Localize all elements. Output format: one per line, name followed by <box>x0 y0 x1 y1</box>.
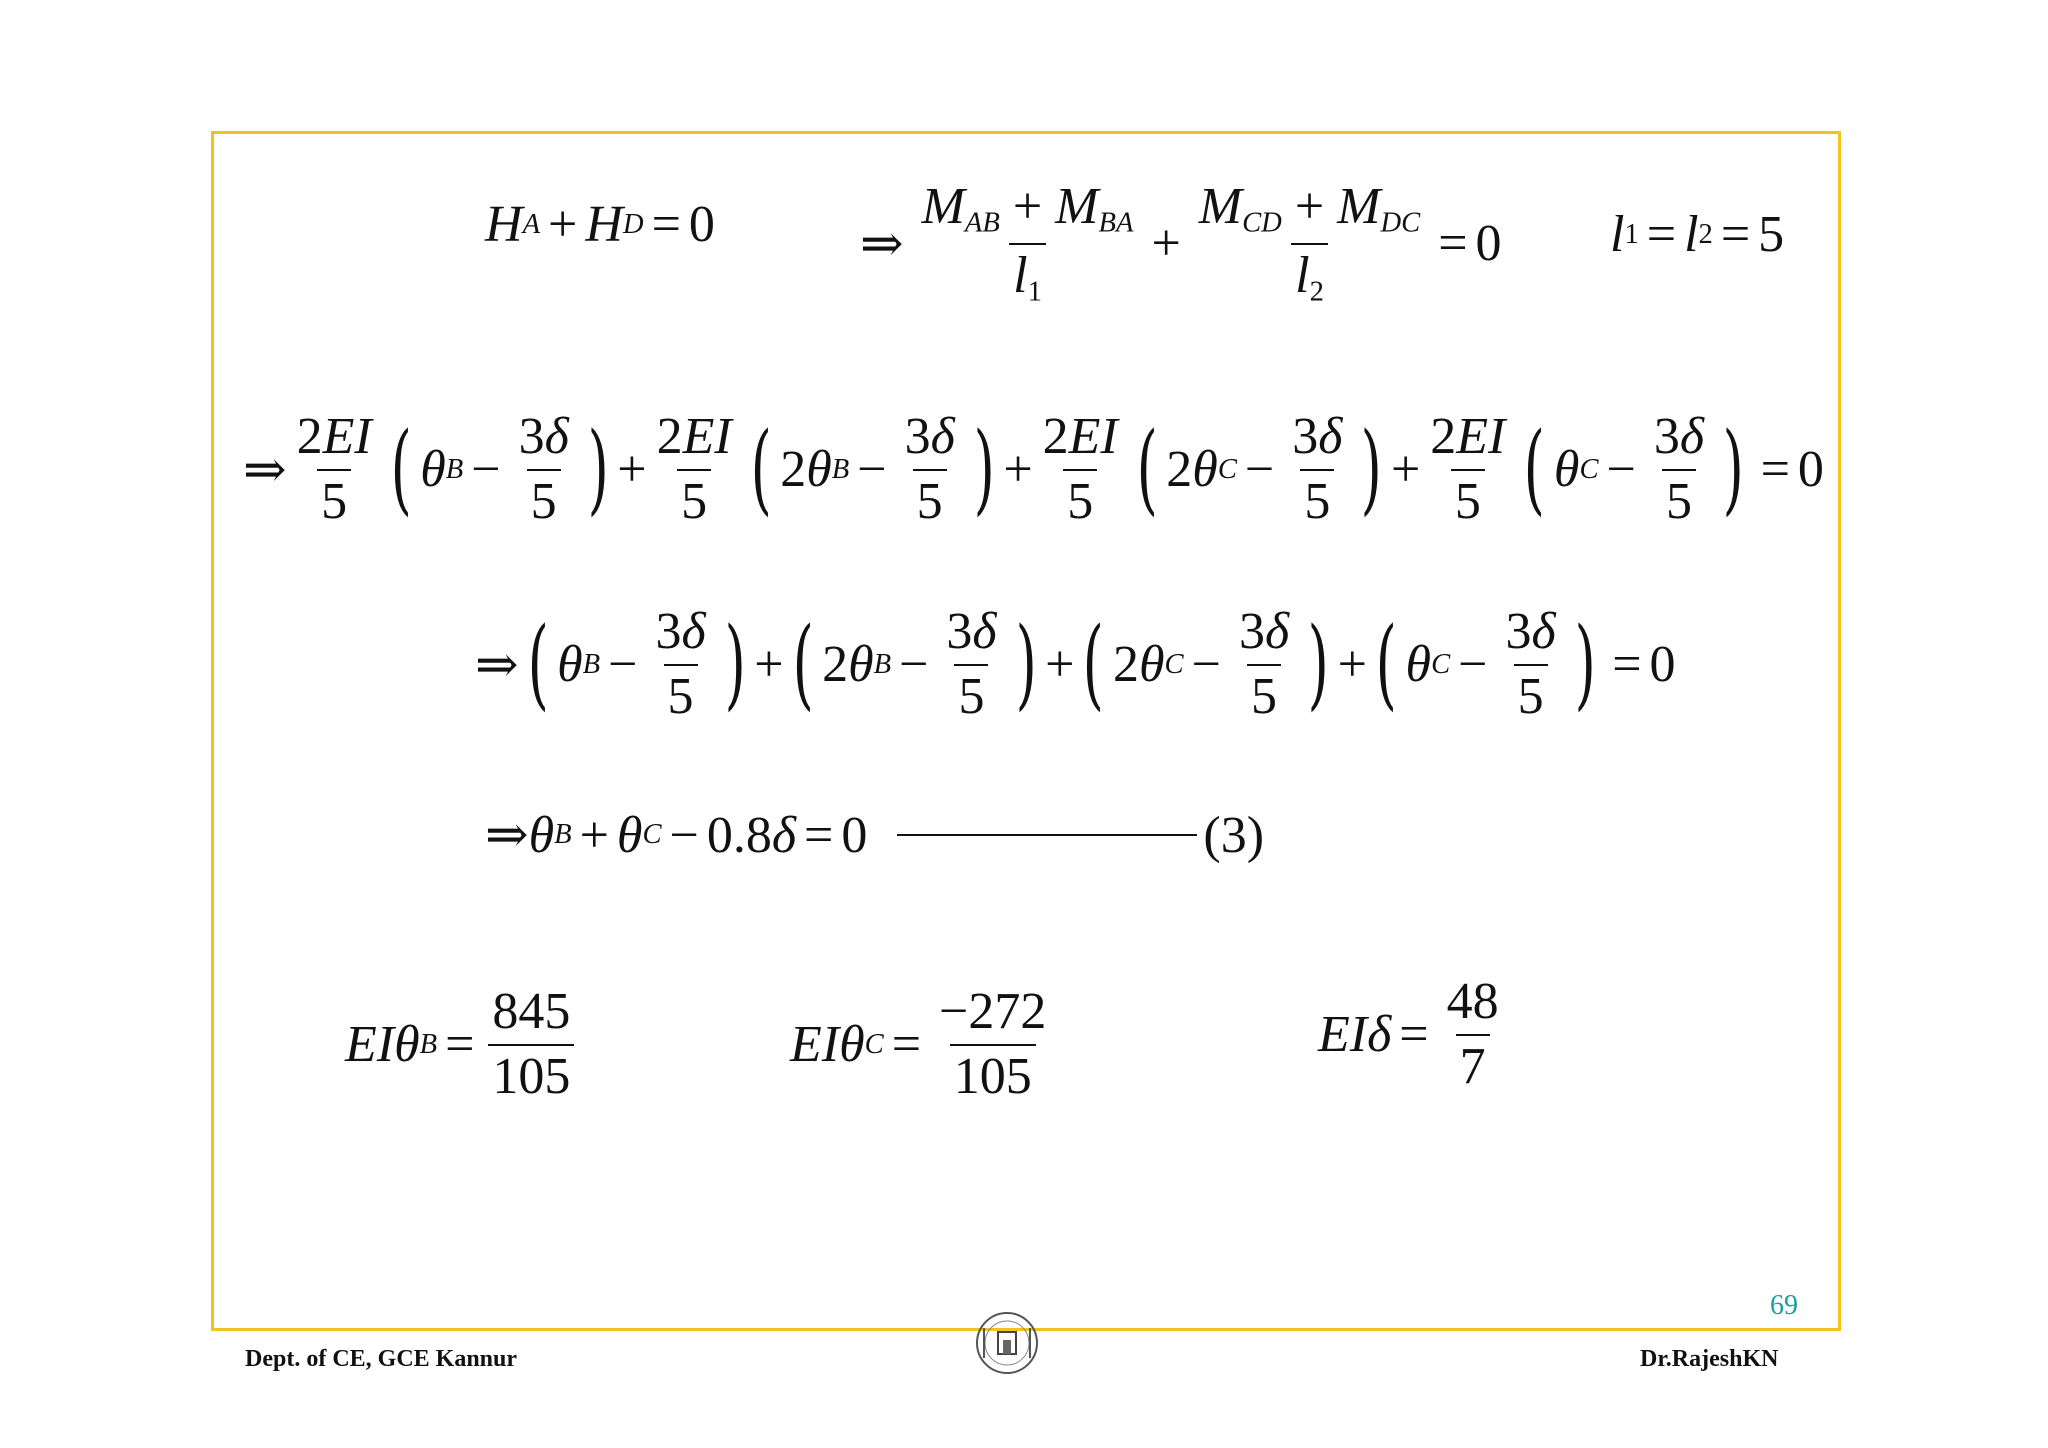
equation-leader-line <box>897 834 1197 836</box>
result-delta-denominator: 7 <box>1456 1034 1490 1095</box>
equation-number: (3) <box>1203 806 1265 864</box>
equation-row-2: ⇒ $\frac{2EI}{5}$ ( θ B − $\frac{3\delta}{5}$ ) + $\frac{2EI}{5}$ ( 2 θ B − $\frac{3\delta}{5}$ ) + $\frac{2EI}{5}$ ( 2 θ C − $\frac{3\delta}{5}$ ) + $\frac{2EI}{5}$ ( θ C − $\frac{3\delta}{5}$ ) = 0 <box>243 408 1824 530</box>
equation-row-3: ⇒ ( θ B − $\frac{3\delta}{5}$ ) + ( 2 θ B − $\frac{3\delta}{5}$ ) + ( 2 θ C − $\frac{3\delta}{5}$ ) + ( θ C − $\frac{3\delta}{5}$ ) = 0 <box>475 603 1676 725</box>
result-theta-c: EIθ C = $\frac{-272}{105}$ <box>790 985 1056 1104</box>
result-delta: EIδ = $\frac{48}{7}$ <box>1318 975 1509 1094</box>
footer-author: Dr.RajeshKN <box>1640 1346 1779 1372</box>
result-delta-numerator: 48 <box>1446 973 1499 1030</box>
fraction: $\frac{M_{CD} + M_{DC}}{l_2}$ <box>1198 178 1421 308</box>
result-theta-c-numerator: −272 <box>939 983 1047 1040</box>
equation-row-1-right: l 1 = l 2 = 5 <box>1610 206 1785 263</box>
fraction: $\frac{M_{AB} + M_{BA}}{l_1}$ <box>921 178 1134 308</box>
college-emblem-icon <box>972 1308 1042 1378</box>
slide-frame <box>211 131 1841 1331</box>
footer-department: Dept. of CE, GCE Kannur <box>245 1346 518 1372</box>
page-number: 69 <box>1770 1290 1798 1321</box>
result-theta-b-numerator: 845 <box>492 983 571 1040</box>
result-theta-b: EIθ B = $\frac{845}{105}$ <box>345 985 580 1104</box>
equation-row-1-mid: ⇒ $\frac{M_{AB} + M_{BA}}{l_1}$ + $\frac{M_{CD} + M_{DC}}{l_2}$ = 0 <box>860 178 1502 308</box>
equation-row-4: ⇒ θ B + θ C − 0.8 δ = 0 (3) <box>485 806 1265 864</box>
result-theta-b-denominator: 105 <box>488 1044 574 1105</box>
result-theta-c-denominator: 105 <box>950 1044 1036 1105</box>
equation-row-1: H A + H D = 0 <box>485 196 715 253</box>
